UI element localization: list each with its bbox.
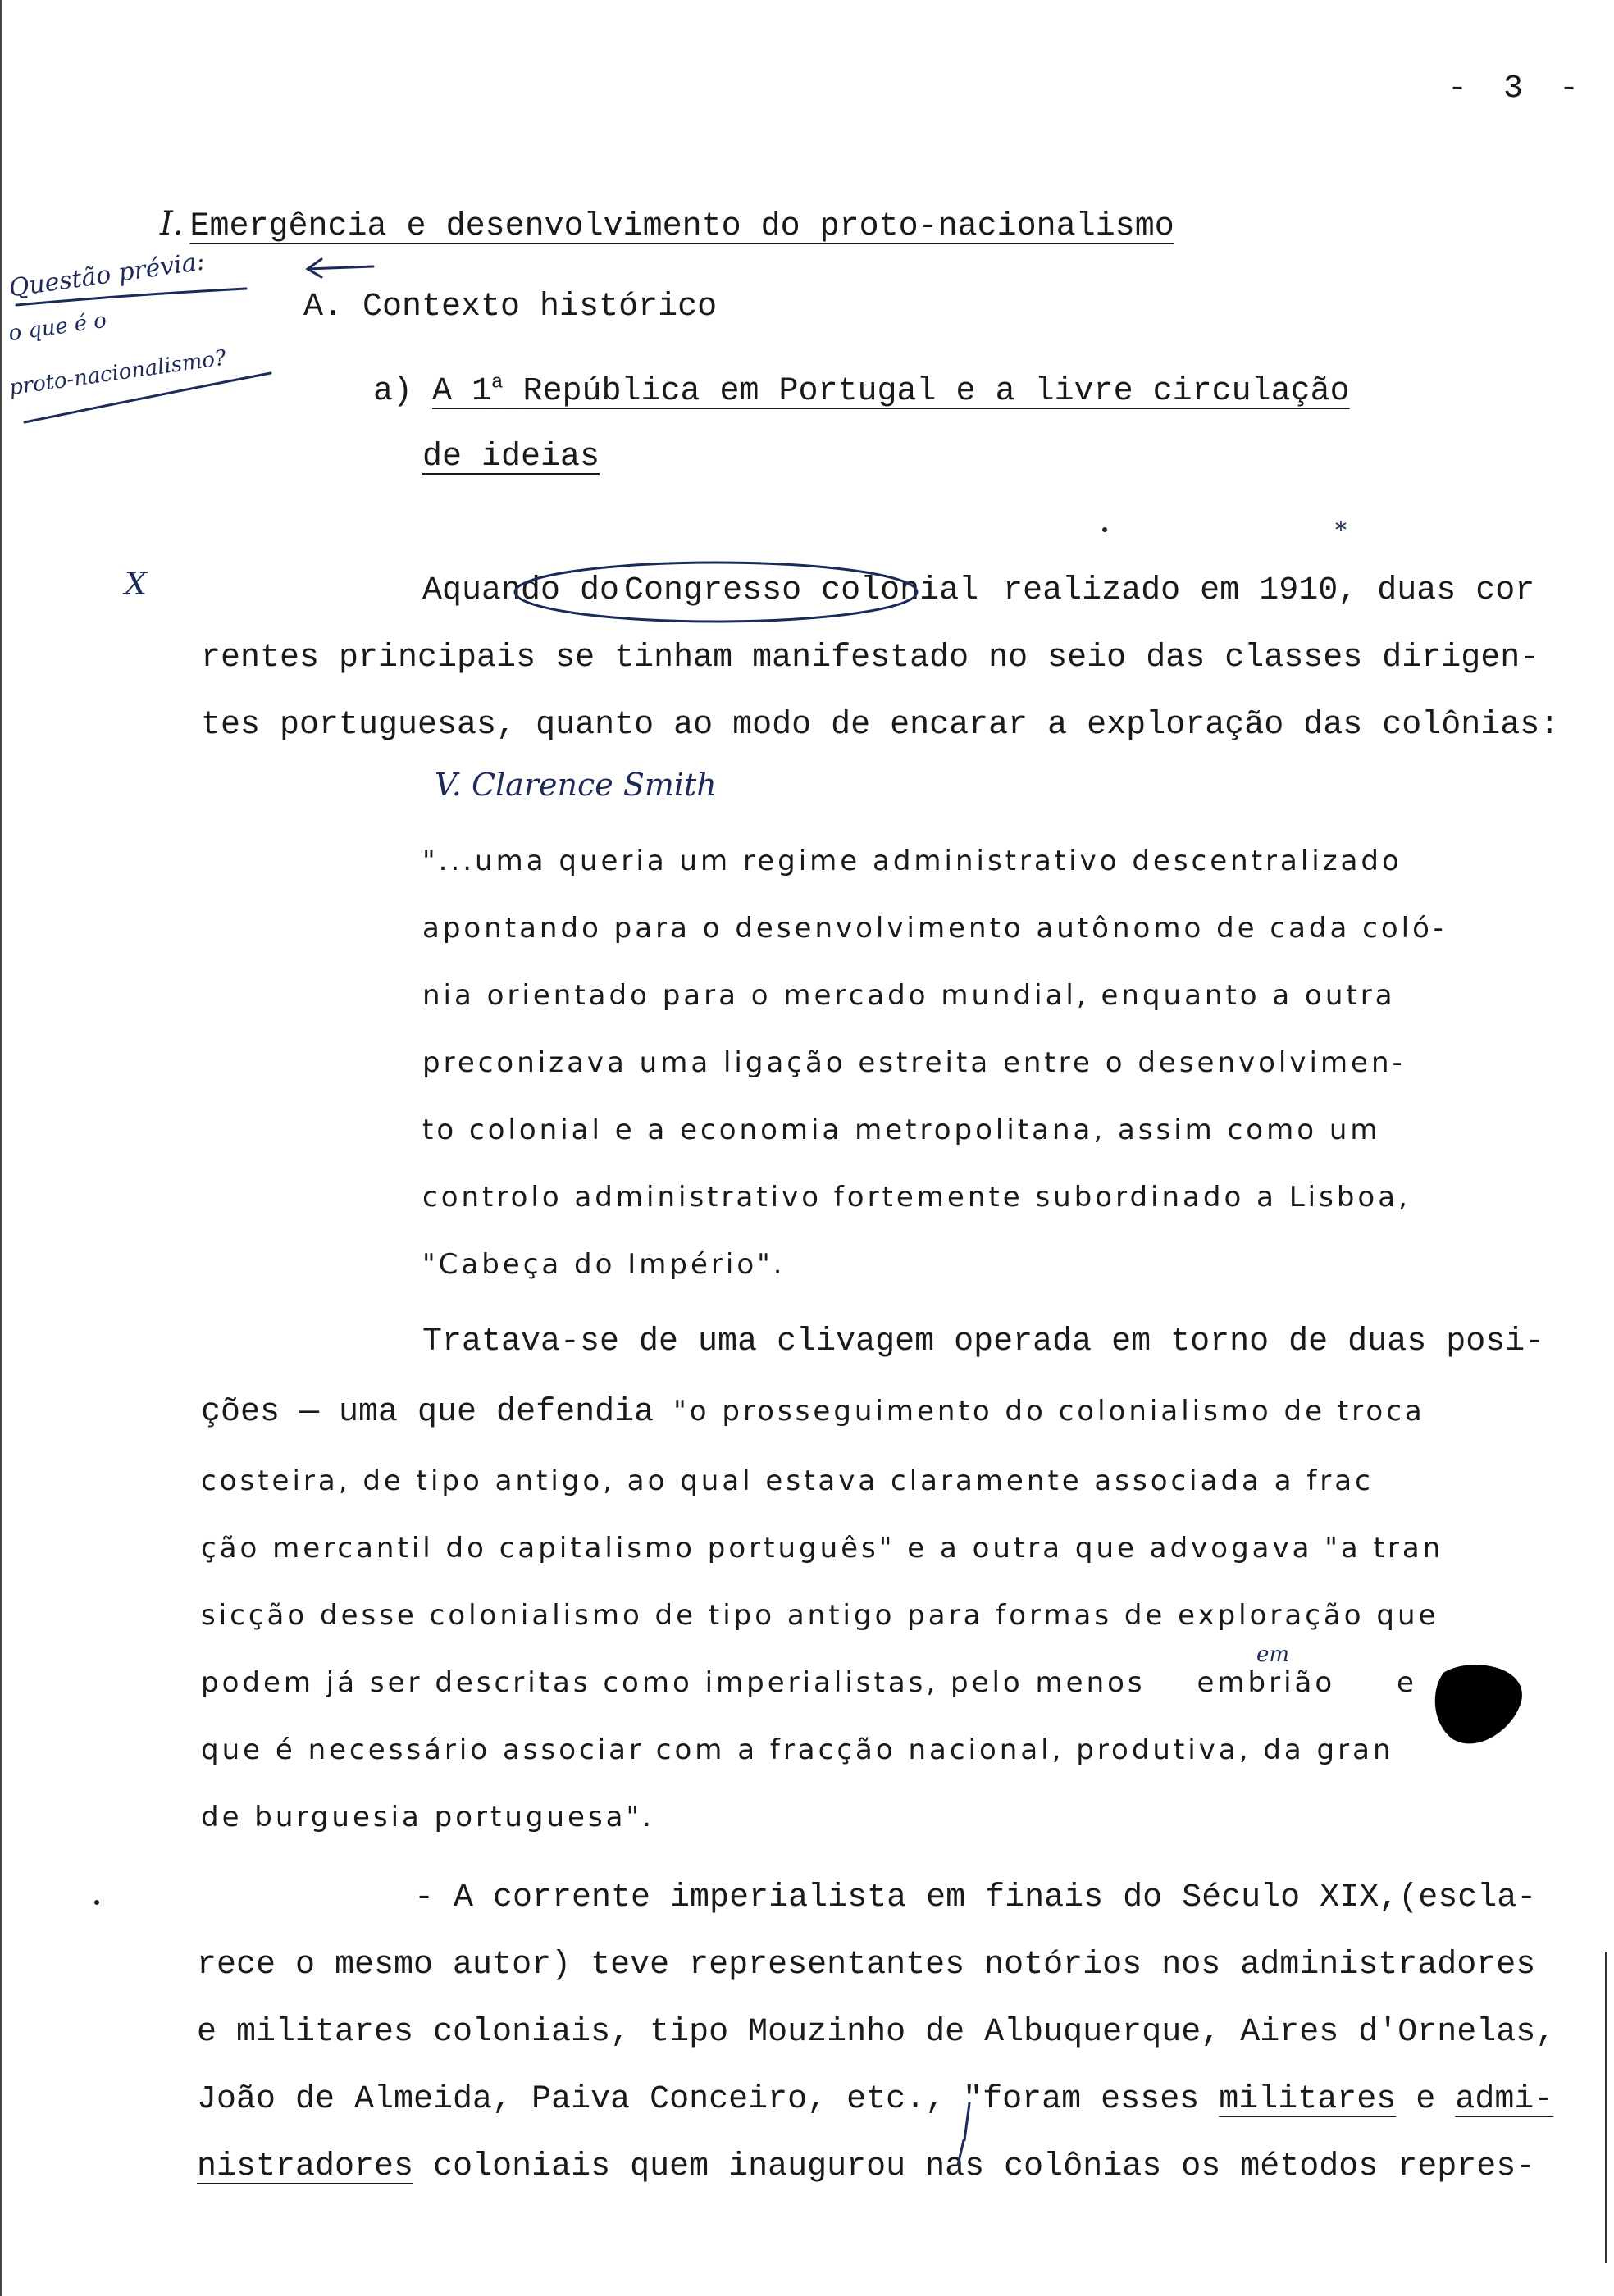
paragraph2-line1: Tratava-se de uma clivagem operada em torno de duas posi-: [422, 1323, 1545, 1360]
page-number: - 3 -: [1448, 71, 1588, 107]
item-title: [432, 373, 1350, 410]
p3-line5-post: coloniais quem inaugurou nas colônias os métodos repres-: [433, 2148, 1536, 2185]
p2-line2-pre: ções — uma que defendia: [201, 1394, 654, 1431]
paragraph2-line4: ção mercantil do capitalismo português" e a outra que advogava "a tran: [201, 1532, 1444, 1565]
quote-line: "Cabeça do Império".: [422, 1248, 786, 1281]
margin-arrow-icon: [308, 259, 373, 277]
p3-line4-and: e: [1416, 2081, 1436, 2118]
quote-line: "...uma queria um regime administrativo descentralizado: [422, 845, 1402, 877]
quote-line: apontando para o desenvolvimento autônomo de cada coló-: [422, 912, 1447, 945]
quote-line: to colonial e a economia metropolitana, assim como um: [422, 1114, 1381, 1146]
page-right-edge: [1605, 1952, 1607, 2263]
item-title-sup: a: [491, 371, 504, 394]
item-label: a): [373, 373, 413, 410]
underlined-nistradores: nistradores: [197, 2148, 414, 2185]
item-heading-line2: [422, 439, 600, 476]
paragraph2-line3: costeira, de tipo antigo, ao qual estava claramente associada a frac: [201, 1465, 1374, 1497]
p2-line6-end: e: [1396, 1666, 1417, 1699]
underlined-admi: admi-: [1455, 2081, 1554, 2118]
p3-line4-pre: João de Almeida, Paiva Conceiro, etc.,: [197, 2081, 946, 2118]
p2-line6-pre: podem já ser descritas como imperialistas, pelo menos: [201, 1666, 1146, 1699]
paragraph2-line5: sicção desse colonialismo de tipo antigo para formas de exploração que: [201, 1599, 1439, 1632]
paragraph3-line5: [197, 2148, 1535, 2185]
paragraph1-line1: [422, 572, 1534, 609]
quote-line: preconizava uma ligação estreita entre o desenvolvimen-: [422, 1046, 1406, 1079]
margin-x-mark: X: [125, 566, 148, 602]
section-title: Emergência e desenvolvimento do proto-nacionalismo: [189, 208, 1174, 245]
margin-note-line1: Questão prévia:: [7, 247, 207, 303]
handwritten-asterisk: *: [1335, 517, 1347, 544]
handwritten-citation: V. Clarence Smith: [435, 767, 717, 803]
paragraph3-line4: [197, 2081, 1553, 2118]
p2-line2-post: "o prosseguimento do colonialismo de troca: [673, 1395, 1425, 1428]
item-title-pre: A 1: [432, 373, 492, 410]
item-title-line2: de ideias: [422, 439, 600, 476]
paragraph3-line2: rece o mesmo autor) teve representantes notórios nos administradores: [197, 1947, 1536, 1984]
subsection-title: A. Contexto histórico: [303, 289, 718, 326]
section-numeral: I.: [160, 205, 184, 243]
p1-pre: Aquando do: [422, 572, 620, 609]
paragraph2-line2: [201, 1394, 1425, 1431]
paragraph1-line3: tes portuguesas, quanto ao modo de encarar a exploração das colônias:: [201, 707, 1560, 744]
p3-line4-mid: "foram esses: [963, 2081, 1200, 2118]
circled-congresso-colonial: Congresso colonial: [624, 572, 979, 609]
section-heading: [160, 205, 1174, 245]
paragraph2-line6: [201, 1666, 1417, 1699]
underlined-militares: militares: [1219, 2081, 1397, 2118]
paragraph3-line3: e militares coloniais, tipo Mouzinho de Albuquerque, Aires d'Ornelas,: [197, 2014, 1556, 2051]
margin-note-line3: proto-nacionalismo?: [7, 345, 228, 401]
stray-dot-1: [1102, 527, 1107, 532]
paragraph3-line1: - A corrente imperialista em finais do Século XIX,(escla-: [414, 1879, 1537, 1916]
paragraph2-line8: de burguesia portuguesa".: [201, 1801, 654, 1834]
paragraph2-line7: que é necessário associar com a fracção nacional, produtiva, da gran: [201, 1733, 1394, 1766]
page-left-edge: [0, 0, 2, 2296]
paragraph1-line2: rentes principais se tinham manifestado no seio das classes dirigen-: [201, 640, 1540, 676]
handwritten-insert-em: em: [1256, 1642, 1290, 1667]
item-title-post: República em Portugal e a livre circulação: [522, 373, 1350, 410]
p2-line6-post: embrião: [1197, 1666, 1336, 1699]
p1-post: realizado em 1910, duas cor: [1003, 572, 1535, 609]
subsection-heading: [303, 289, 717, 326]
ink-blot-icon: [1435, 1665, 1522, 1743]
quote-line: nia orientado para o mercado mundial, enquanto a outra: [422, 979, 1396, 1012]
margin-note-line2: o que é o: [7, 308, 108, 347]
item-heading: [373, 373, 1350, 410]
quote-line: controlo administrativo fortemente subordinado a Lisboa,: [422, 1181, 1411, 1214]
stray-dot-2: [94, 1900, 99, 1905]
